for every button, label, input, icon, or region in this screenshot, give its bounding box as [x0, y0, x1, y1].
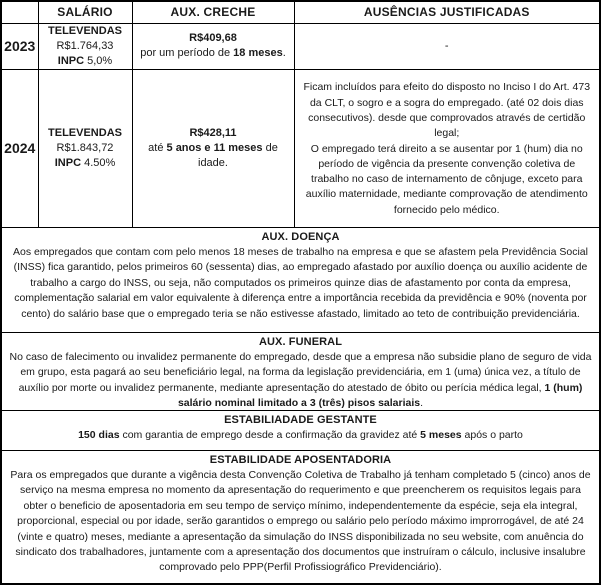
section-aux-funeral-body: No caso de falecimento ou invalidez permanente do empregado, desde que a empresa não subsidie plano de seguro de vida em grupo, esta pagará ao seu beneficiário legal, na forma da legislação previdenciária, em 1 (uma) única vez, a título de auxílio por morte ou invalidez permanente, mediante apresentação do atestado de óbito ou perícia médica legal, 1 (hum) salário nominal limitado a 3 (três) pisos salariais.	[9, 351, 592, 410]
table-header-row	[2, 2, 599, 23]
salario-2023-value: R$1.764,33	[56, 39, 114, 52]
creche-2023-desc: por um período de 18 meses.	[140, 47, 286, 59]
creche-column-header: AUX. CRECHE	[132, 2, 294, 23]
salario-column-header: SALÁRIO	[38, 2, 132, 23]
ausencias-column-header: AUSÊNCIAS JUSTIFICADAS	[294, 2, 599, 23]
year-2023: 2023	[2, 23, 38, 69]
section-estabilidade-gestante-title: ESTABILIADADE GESTANTE	[224, 414, 377, 426]
year-column-header	[2, 2, 38, 23]
table-row-2024	[2, 69, 599, 227]
table-row-2023	[2, 23, 599, 69]
section-aux-funeral-title: AUX. FUNERAL	[258, 336, 343, 348]
creche-2024-value: R$428,11	[189, 126, 237, 139]
salario-2023-cell	[38, 23, 132, 69]
salario-2023-company: TELEVENDAS	[48, 24, 122, 37]
section-aux-doenca-title: AUX. DOENÇA	[261, 231, 340, 243]
section-estabilidade-gestante-body: 150 dias com garantia de emprego desde a confirmação da gravidez até 5 meses após o parto	[78, 429, 523, 441]
salario-2024-inpc: INPC 4.50%	[54, 156, 116, 169]
salario-2024-company: TELEVENDAS	[48, 126, 122, 139]
creche-2024-desc: até 5 anos e 11 meses de idade.	[148, 141, 278, 169]
section-aux-doenca-body: Aos empregados que contam com pelo menos 18 meses de trabalho na empresa e que se afastem pela Previdência Social (INSS) fica garantido, pelos primeiros 60 (sessenta) dias, ao empregado afastado por auxílio doença ou auxílio acidente de trabalho a cargo do INSS, ou seja, não computados os primeiros quinze dias de afastamento por conta da empresa, complementação salarial em valor equivalente à diferença entre a importância recebida da previdência e 90% (noventa por cento) do salário base que o empregado teria se não estivesse afastado, limitado ao teto de contribuição previdenciária.	[13, 246, 588, 320]
section-estabilidade-gestante	[2, 410, 599, 450]
year-2024: 2024	[2, 69, 38, 227]
creche-2024-cell	[132, 69, 294, 227]
creche-2023-value: R$409,68	[189, 32, 237, 44]
ausencias-2024-cell	[294, 69, 599, 227]
benefits-table	[2, 2, 599, 227]
section-estabilidade-aposentadoria	[2, 450, 599, 583]
section-aux-doenca	[2, 227, 599, 332]
section-estabilidade-aposentadoria-body: Para os empregados que durante a vigência desta Convenção Coletiva de Trabalho já tenham completado 5 (cinco) anos de serviço na mesma empresa no momento da apresentação do requerimento e que preencherem os requisitos legais para obter o beneficio de aposentadoria em seu tempo de serviço mínimo, independentemente da espécie, seja ela integral, proporcional, especial ou por idade, serão garantidos o emprego ou salário pelo período máximo improrrogável, de até 24 (vinte e quatro) meses, mediante a apresentação da simulação do INSS disponibilizada no seu website, com anuência do sindicato dos trabalhadores, juntamente com a apresentação dos documentos que instruíram o cálculo, inclusive insalubre comprovado pelo PPP(Perfil Profissiográfico Previdenciário).	[10, 469, 591, 574]
ausencias-2023-cell: -	[294, 23, 599, 69]
ausencias-2024-paragraph-1: Ficam incluídos para efeito do disposto no Inciso I do Art. 473 da CLT, o sogro e a sogra do empregado. (até 02 dois dias consecutivos). desde que comprovados através de certidão legal;	[303, 81, 591, 140]
section-estabilidade-aposentadoria-title: ESTABILIDADE APOSENTADORIA	[209, 454, 392, 466]
salario-2024-cell	[38, 69, 132, 227]
salario-2023-inpc: INPC 5,0%	[57, 54, 113, 67]
ausencias-2024-paragraph-2: O empregado terá direito a se ausentar por 1 (hum) dia no período de vigência da presente convenção coletiva de trabalho no caso de internamento de cônjuge, exceto para auxílio maternidade, mediante comprovação de atendimento fornecido pelo médico.	[305, 142, 588, 216]
salario-2024-value: R$1.843,72	[56, 141, 114, 154]
section-aux-funeral	[2, 332, 599, 410]
creche-2023-cell	[132, 23, 294, 69]
